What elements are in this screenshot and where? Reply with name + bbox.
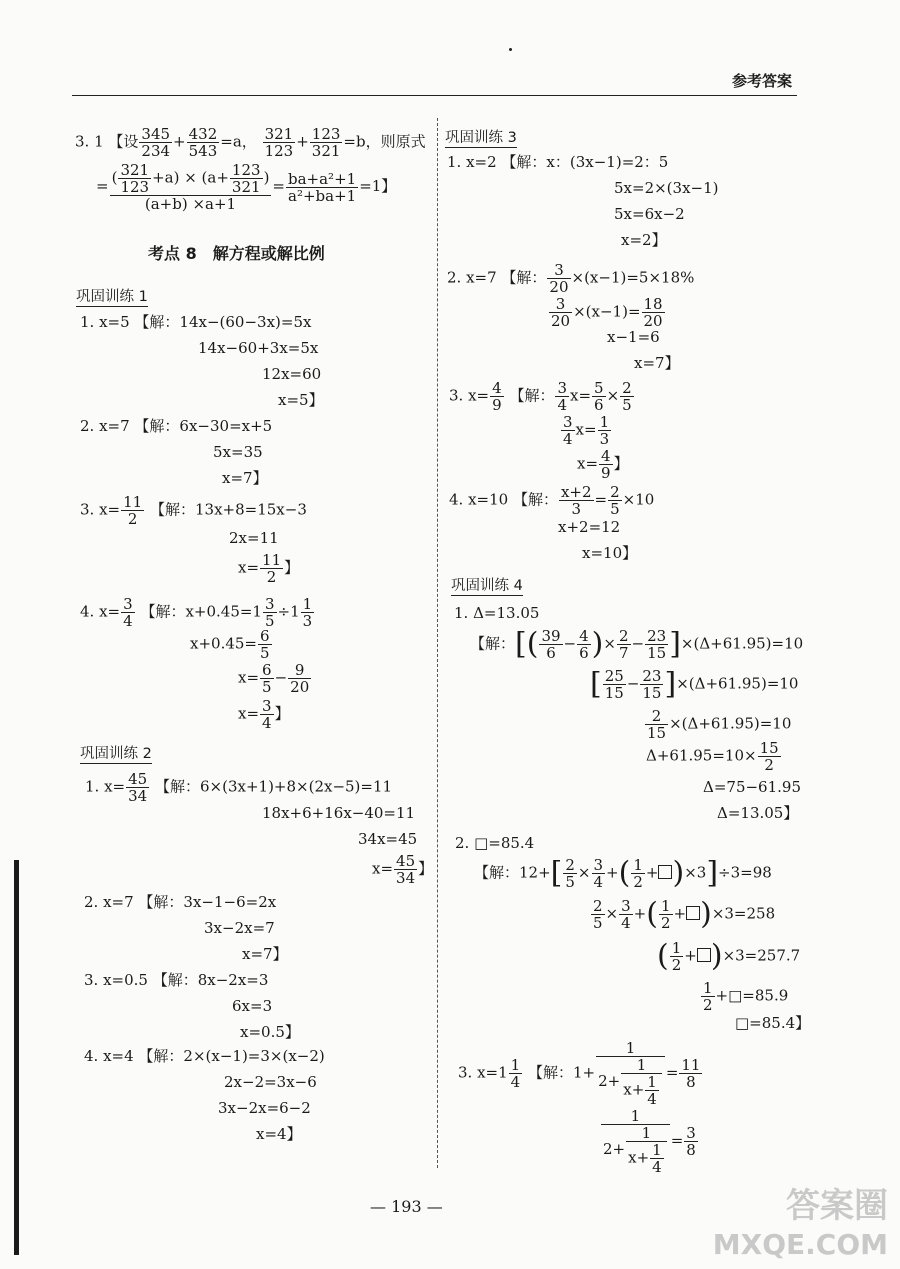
s4-p3-l2: 1 2+ 1 x+ $\frac{1}{4}$ = $\frac{3}{8}$	[603, 1107, 696, 1176]
s2-p3-l1: 3. x=0.5 【解：8x−2x=3	[84, 971, 269, 989]
section-title-3: 巩固训练 3	[445, 130, 517, 146]
s2-p1-l3: 34x=45	[358, 830, 418, 848]
s4-p1-l4: Δ+61.95=10× $\frac{15}{2}$	[646, 739, 779, 774]
header-rule	[72, 95, 797, 96]
s1-p2-l3: x=7】	[222, 469, 268, 487]
section-title-1: 巩固训练 1	[76, 289, 148, 305]
s3-p1-l1: 1. x=2 【解：x：(3x−1)=2：5	[447, 153, 669, 171]
s1-p3-l2: 2x=11	[229, 529, 279, 547]
s4-p2-l2: $\frac{2}{5}$ × $\frac{3}{4}$ +( $\frac{1}{2}$ + )×3=258	[593, 896, 776, 932]
s1-p4-l1: 4. x= $\frac{3}{4}$ 【解：x+0.45=1 $\frac{3}{5}$ ÷1 $\frac{1}{3}$	[80, 595, 313, 630]
s4-p2-l3: ( $\frac{1}{2}$ + )×3=257.7	[657, 938, 801, 974]
s3-p3-l2: $\frac{3}{4}$ x= $\frac{1}{3}$	[563, 413, 610, 448]
section-title-2: 巩固训练 2	[80, 746, 152, 762]
s2-p1-l4: x= $\frac{45}{34}$ 】	[372, 852, 434, 887]
s1-p1-l4: x=5】	[278, 391, 324, 409]
s2-p1-l1: 1. x= $\frac{45}{34}$ 【解：6×(3x+1)+8×(2x−5)=11	[85, 770, 393, 805]
s2-p4-l3: 3x−2x=6−2	[218, 1099, 311, 1117]
s4-p2-head: 2. □=85.4	[455, 834, 535, 852]
s2-p4-l1: 4. x=4 【解：2×(x−1)=3×(x−2)	[84, 1047, 325, 1065]
s1-p3-l1: 3. x= $\frac{11}{2}$ 【解：13x+8=15x−3	[80, 493, 307, 528]
s3-p2-l3: x−1=6	[607, 328, 660, 346]
s2-p4-l2: 2x−2=3x−6	[224, 1073, 317, 1091]
blank-box	[697, 948, 711, 962]
s2-p3-l3: x=0.5】	[240, 1023, 300, 1041]
s1-p3-l3: x= $\frac{11}{2}$ 】	[238, 551, 300, 586]
q3-line2: = ( $\frac{321}{123}$ +a) × (a+ $\frac{123}{321}$ ) (a+b) ×a+1 = $\frac{\text{ba+a²+1}}{\text{a²+ba+1}}$ =1】	[96, 161, 397, 213]
column-divider	[437, 118, 438, 1168]
s4-p2-l4: $\frac{1}{2}$ +□=85.9	[703, 979, 789, 1014]
s3-p4-l2: x+2=12	[558, 518, 621, 536]
s4-p2-l5: □=85.4】	[735, 1014, 811, 1032]
s3-p4-l3: x=10】	[582, 544, 638, 562]
s3-p3-l1: 3. x= $\frac{4}{9}$ 【解： $\frac{3}{4}$ x= $\frac{5}{6}$ × $\frac{2}{5}$	[449, 379, 632, 414]
s1-p4-l2: x+0.45= $\frac{6}{5}$	[190, 627, 270, 662]
s1-p4-l3: x= $\frac{6}{5}$ − $\frac{9}{20}$	[238, 661, 310, 696]
s3-p2-l1: 2. x=7 【解： $\frac{3}{20}$ ×(x−1)=5×18%	[447, 261, 695, 296]
s3-p2-l4: x=7】	[634, 354, 680, 372]
blank-box	[658, 865, 672, 879]
header-title: 参考答案	[731, 72, 792, 90]
s1-p1-l3: 12x=60	[262, 365, 322, 383]
s1-p2-l2: 5x=35	[213, 443, 263, 461]
s4-p1-l5: Δ=75−61.95	[703, 778, 801, 796]
s4-p1-l1: 【解：[( $\frac{39}{6}$ − $\frac{4}{6}$ )× $\frac{2}{7}$ − $\frac{23}{15}$ ]×(Δ+61.95)=10	[470, 626, 804, 662]
s3-p2-l2: $\frac{3}{20}$ ×(x−1)= $\frac{18}{20}$	[551, 295, 663, 330]
s2-p2-l1: 2. x=7 【解：3x−1−6=2x	[84, 893, 277, 911]
s2-p3-l2: 6x=3	[232, 997, 273, 1015]
s4-p1-head: 1. Δ=13.05	[454, 604, 540, 622]
s2-p1-l2: 18x+6+16x−40=11	[262, 804, 416, 822]
s1-p1-l2: 14x−60+3x=5x	[198, 339, 319, 357]
s4-p3-l1: 3. x=1 $\frac{1}{4}$ 【解：1+ 1 2+ 1 x+ $\frac{1}{4}$ = $\frac{11}{8}$	[458, 1039, 701, 1108]
s3-p1-l2: 5x=2×(3x−1)	[614, 179, 719, 197]
blank-box	[686, 906, 700, 920]
q3-line1: 3. 1 【设 $\frac{345}{234}$ + $\frac{432}{543}$ =a， $\frac{321}{123}$ + $\frac{123}{321}$ =b，则原式	[75, 125, 426, 160]
s2-p4-l4: x=4】	[256, 1125, 302, 1143]
s2-p2-l2: 3x−2x=7	[204, 919, 275, 937]
s1-p4-l4: x= $\frac{3}{4}$ 】	[238, 697, 290, 732]
binding-edge	[14, 860, 19, 1255]
s4-p1-l3: $\frac{2}{15}$ ×(Δ+61.95)=10	[647, 707, 792, 742]
watermark-logo: 答案圈	[786, 1186, 888, 1226]
page-number: — 193 —	[370, 1197, 443, 1216]
speck-mark	[509, 48, 512, 51]
s1-p1-l1: 1. x=5 【解：14x−(60−3x)=5x	[80, 313, 312, 331]
kaodian-heading: 考点 8 解方程或解比例	[148, 244, 325, 263]
section-title-4: 巩固训练 4	[451, 578, 523, 594]
s4-p1-l2: [ $\frac{25}{15}$ − $\frac{23}{15}$ ]×(Δ+61.95)=10	[590, 666, 799, 702]
s3-p4-l1: 4. x=10 【解： $\frac{x+2}{3}$ = $\frac{2}{5}$ ×10	[449, 483, 655, 518]
s3-p1-l4: x=2】	[621, 231, 667, 249]
s2-p2-l3: x=7】	[242, 945, 288, 963]
s3-p1-l3: 5x=6x−2	[614, 205, 685, 223]
s4-p2-l1: 【解：12+[ $\frac{2}{5}$ × $\frac{3}{4}$ +( $\frac{1}{2}$ + )×3]÷3=98	[474, 855, 772, 891]
s1-p2-l1: 2. x=7 【解：6x−30=x+5	[80, 417, 273, 435]
s4-p1-l6: Δ=13.05】	[717, 804, 799, 822]
watermark-url: MXQE.COM	[712, 1228, 888, 1261]
s3-p3-l3: x= $\frac{4}{9}$ 】	[577, 447, 629, 482]
